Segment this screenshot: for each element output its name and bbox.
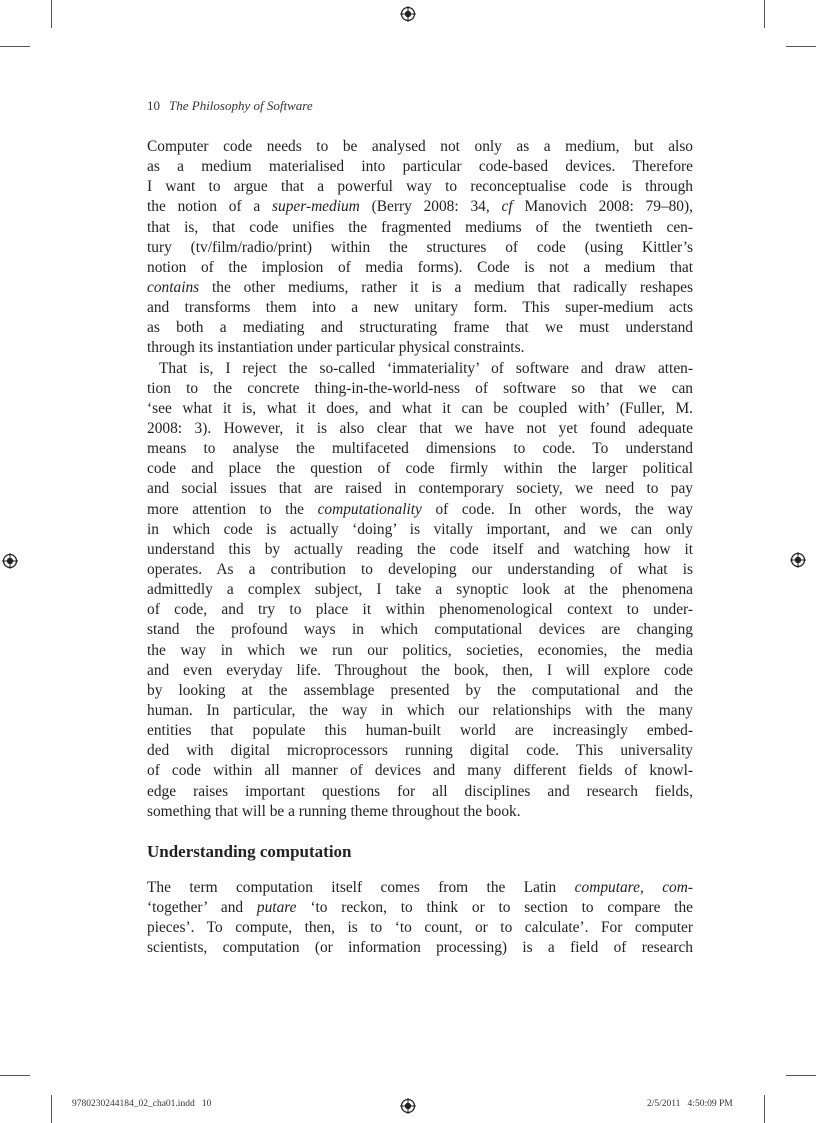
crop-mark-bottom-left-vertical: [51, 1095, 52, 1123]
text-line: by looking at the assemblage presented by the computational and the: [147, 681, 693, 699]
text-line: stand the profound ways in which computational devices are changing: [147, 621, 693, 639]
text-line: 2008: 3). However, it is also clear that we have not yet found adequate: [147, 419, 693, 437]
crop-mark-top-right-horizontal: [786, 46, 816, 47]
text-line: notion of the implosion of media forms). Code is not a medium that: [147, 258, 693, 276]
text-line: in which code is actually ‘doing’ is vitally important, and we can only: [147, 520, 693, 538]
crop-mark-bottom-right-horizontal: [786, 1075, 816, 1076]
text-line: more attention to the computationality of code. In other words, the way: [147, 500, 693, 518]
text-line: of code within all manner of devices and many different fields of knowl-: [147, 762, 693, 780]
slug-timestamp: 2/5/2011 4:50:09 PM: [647, 1099, 733, 1109]
text-line: through its instantiation under particular physical constraints.: [147, 339, 525, 357]
text-line: human. In particular, the way in which our relationships with the many: [147, 701, 693, 719]
text-line: That is, I reject the so-called ‘immateriality’ of software and draw atten-: [159, 359, 693, 377]
text-line: entities that populate this human-built world are increasingly embed-: [147, 722, 693, 740]
text-line: edge raises important questions for all disciplines and research fields,: [147, 782, 693, 800]
registration-mark-icon: [790, 552, 806, 568]
text-line: as a medium materialised into particular code-based devices. Therefore: [147, 158, 693, 176]
text-line: I want to argue that a powerful way to reconceptualise code is through: [147, 178, 693, 196]
text-line: the notion of a super-medium (Berry 2008: 34, cf Manovich 2008: 79–80),: [147, 198, 693, 216]
text-line: Computer code needs to be analysed not only as a medium, but also: [147, 138, 693, 155]
paragraph: [147, 359, 693, 822]
text-line: ded with digital microprocessors running digital code. This universality: [147, 742, 693, 760]
italic-text: super-medium: [272, 198, 360, 216]
text-line: and social issues that are raised in contemporary society, we need to pay: [147, 480, 693, 498]
crop-mark-bottom-right-vertical: [764, 1095, 765, 1123]
italic-text: contains: [147, 278, 200, 296]
text-line: admittedly a complex subject, I take a synoptic look at the phenomena: [147, 581, 693, 599]
running-head: [147, 98, 313, 114]
paragraph: [147, 137, 693, 359]
italic-text: computare: [574, 878, 640, 896]
text-line: and transforms them into a new unitary form. This super-medium acts: [147, 299, 693, 317]
page-number: 10: [147, 98, 160, 113]
text-line: that is, that code unifies the fragmented mediums of the twentieth cen-: [147, 218, 693, 236]
section-heading: Understanding computation: [147, 841, 352, 861]
crop-mark-top-left-vertical: [51, 0, 52, 28]
italic-text: putare: [256, 898, 297, 916]
text-line: tury (tv/film/radio/print) within the structures of code (using Kittler’s: [147, 238, 693, 256]
text-line: means to analyse the multifaceted dimensions to code. To understand: [147, 440, 693, 458]
text-line: scientists, computation (or information processing) is a field of research: [147, 939, 693, 957]
text-line: ‘see what it is, what it does, and what it can be coupled with’ (Fuller, M.: [147, 399, 693, 417]
text-line: operates. As a contribution to developing our understanding of what is: [147, 560, 693, 578]
text-line: ‘together’ and putare ‘to reckon, to think or to section to compare the: [147, 898, 693, 916]
text-line: and even everyday life. Throughout the book, then, I will explore code: [147, 661, 693, 679]
italic-text: computationality: [317, 500, 422, 518]
registration-mark-icon: [2, 553, 18, 569]
text-line: something that will be a running theme throughout the book.: [147, 802, 521, 820]
text-line: contains the other mediums, rather it is a medium that radically reshapes: [147, 278, 693, 296]
text-line: understand this by actually reading the code itself and watching how it: [147, 540, 693, 558]
text-line: tion to the concrete thing-in-the-world-ness of software so that we can: [147, 379, 693, 397]
registration-mark-icon: [400, 1098, 416, 1114]
crop-mark-top-left-horizontal: [0, 46, 30, 47]
text-line: The term computation itself comes from the Latin computare, com-: [147, 878, 693, 896]
slug-file-name: 9780230244184_02_cha01.indd 10: [72, 1099, 212, 1109]
crop-mark-bottom-left-horizontal: [0, 1075, 30, 1076]
registration-mark-icon: [400, 6, 416, 22]
crop-mark-top-right-vertical: [764, 0, 765, 28]
text-line: pieces’. To compute, then, is to ‘to count, or to calculate’. For computer: [147, 919, 693, 937]
italic-text: cf: [501, 198, 513, 216]
italic-text: com-: [662, 878, 693, 896]
text-line: of code, and try to place it within phenomenological context to under-: [147, 601, 693, 619]
paragraph: [147, 878, 693, 959]
text-line: the way in which we run our politics, societies, economies, the media: [147, 641, 693, 659]
book-title: The Philosophy of Software: [169, 98, 313, 113]
text-block: [147, 137, 693, 958]
text-line: as both a mediating and structurating frame that we must understand: [147, 319, 693, 337]
text-line: code and place the question of code firmly within the larger political: [147, 460, 693, 478]
